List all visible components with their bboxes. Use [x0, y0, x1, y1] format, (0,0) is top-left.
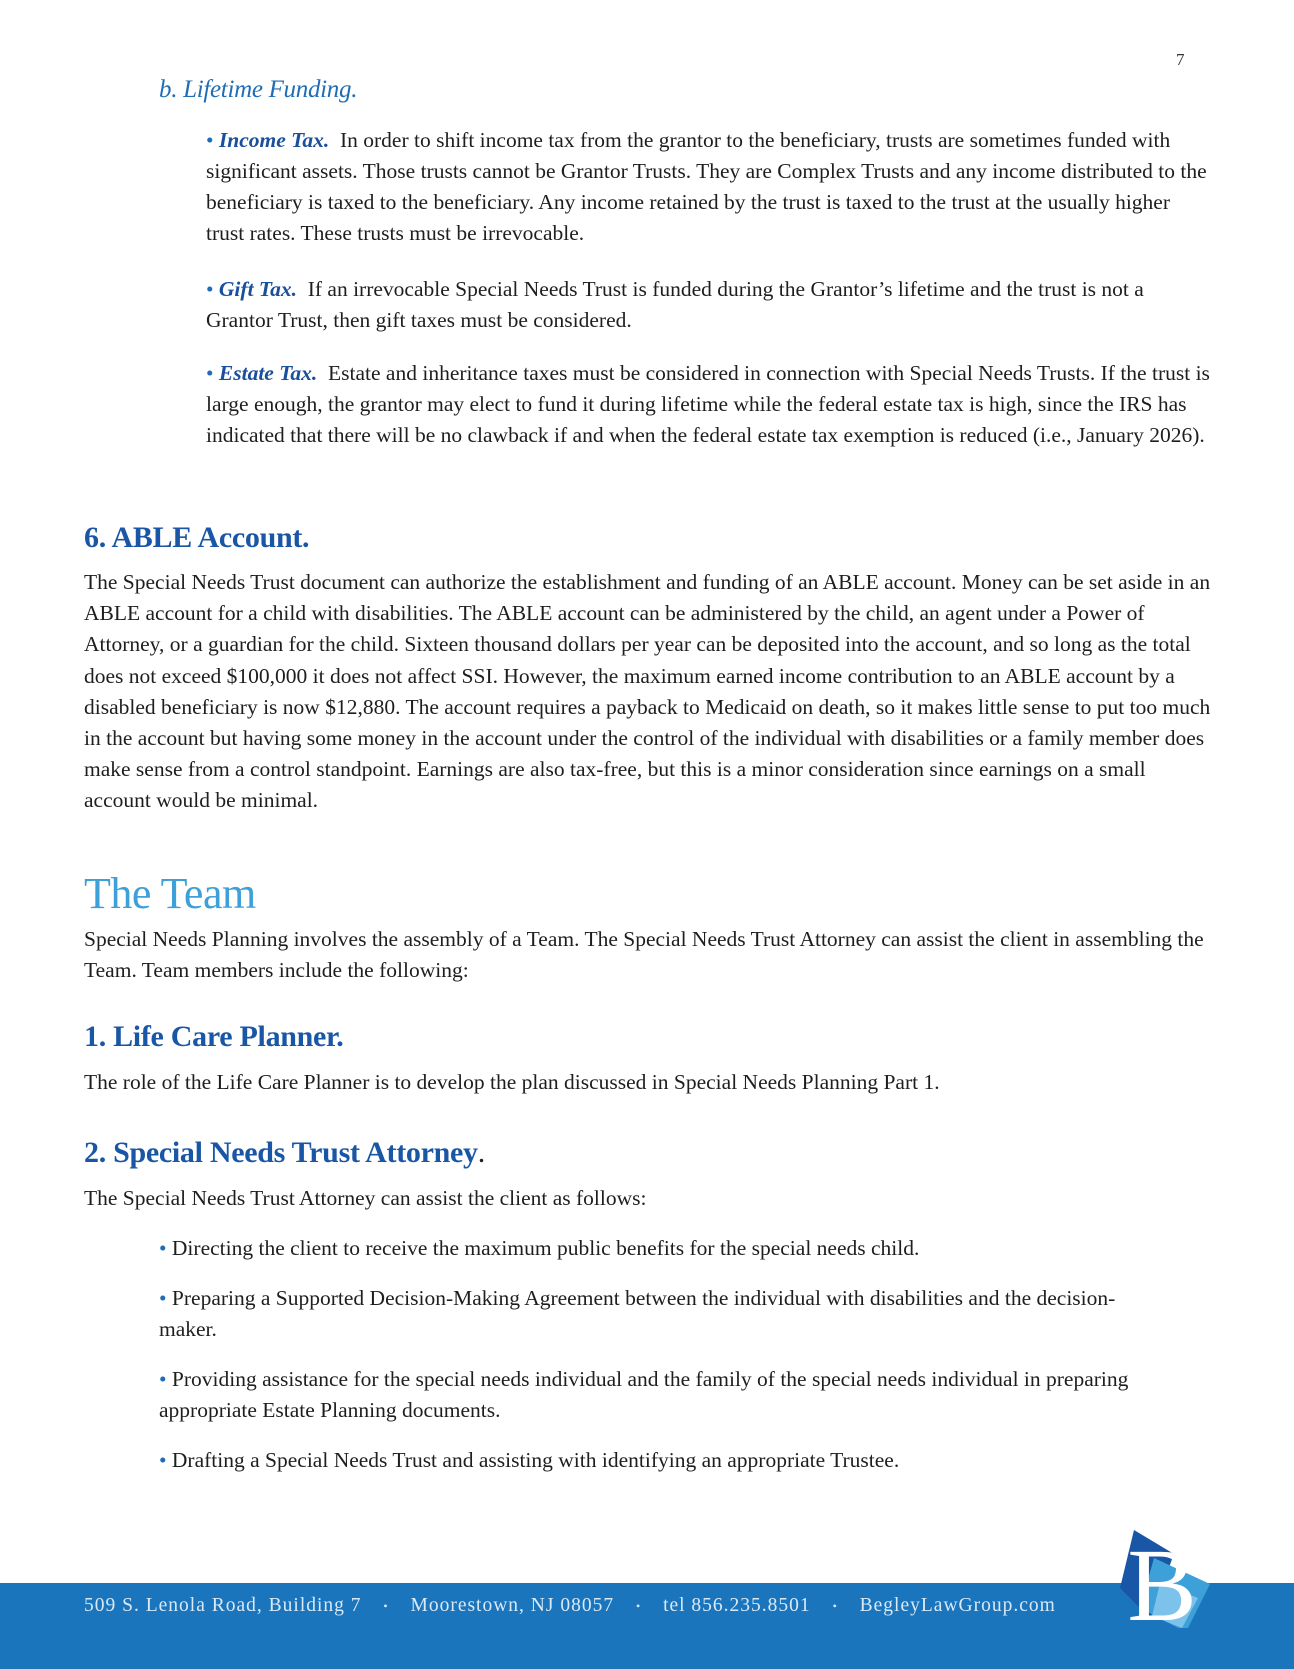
- separator-dot-icon: •: [635, 1599, 642, 1614]
- team-intro: Special Needs Planning involves the assembly of a Team. The Special Needs Trust Attorney can assist the client in assembling the Team. Team members include the following:: [84, 927, 1204, 983]
- attorney-list-item: [159, 1233, 1159, 1264]
- attorney-heading: [84, 1136, 485, 1170]
- attorney-list-item: [159, 1283, 1159, 1345]
- bullet-icon: •: [206, 277, 214, 301]
- separator-dot-icon: •: [832, 1599, 838, 1614]
- svg-text:B: B: [1127, 1528, 1197, 1628]
- bullet-icon: •: [159, 1236, 167, 1260]
- bullet-text: If an irrevocable Special Needs Trust is funded during the Grantor’s lifetime and the trust is not a Grantor Trust, then gift taxes must be considered.: [206, 277, 1144, 332]
- bullet-icon: •: [159, 1367, 167, 1391]
- estate-tax-bullet: [206, 358, 1211, 451]
- page-number: 7: [1176, 50, 1185, 69]
- life-care-planner-heading: 1. Life Care Planner.: [84, 1020, 344, 1053]
- attorney-heading-period: .: [477, 1136, 485, 1169]
- life-care-planner-body: The role of the Life Care Planner is to develop the plan discussed in Special Needs Planning Part 1.: [84, 1070, 940, 1094]
- able-account-body: The Special Needs Trust document can authorize the establishment and funding of an ABLE account. Money can be set aside in an ABLE account for a child with disabilities. The ABLE account can be administered by the child, an agent under a Power of Attorney, or a guardian for the child. Sixteen thousand dollars per year can be deposited into the account, and so long as the total does not exceed $100,000 it does not affect SSI. However, the maximum earned income contribution to an ABLE account by a disabled beneficiary is now $12,880. The account requires a payback to Medicaid on death, so it makes little sense to put too much in the account but having some money in the account under the control of the individual with disabilities or a family member does make sense from a control standpoint. Earnings are also tax-free, but this is a minor consideration since earnings on a small account would be minimal.: [84, 570, 1211, 813]
- begley-logo-icon: [1112, 1528, 1212, 1628]
- bullet-text: Estate and inheritance taxes must be considered in connection with Special Needs Trusts. If the trust is large enough, the grantor may elect to fund it during lifetime while the federal estate tax is high, since the IRS has indicated that there will be no clawback if and when the federal estate tax exemption is reduced (i.e., January 2026).: [206, 361, 1210, 447]
- attorney-list-item: [159, 1445, 1159, 1476]
- bullet-icon: •: [206, 128, 214, 152]
- attorney-heading-text: 2. Special Needs Trust Attorney: [84, 1136, 478, 1169]
- footer-website-link[interactable]: BegleyLawGroup.com: [859, 1595, 1056, 1616]
- footer-address: 509 S. Lenola Road, Building 7: [84, 1595, 362, 1616]
- able-account-heading: 6. ABLE Account.: [84, 521, 310, 554]
- list-item-text: Providing assistance for the special needs individual and the family of the special needs individual in preparing appropriate Estate Planning documents.: [159, 1367, 1129, 1422]
- list-item-text: Directing the client to receive the maximum public benefits for the special needs child.: [171, 1236, 920, 1260]
- team-title: The Team: [84, 869, 256, 918]
- footer-contact: [84, 1595, 1056, 1617]
- income-tax-bullet: [206, 125, 1211, 249]
- separator-dot-icon: •: [383, 1599, 389, 1614]
- bullet-text: In order to shift income tax from the grantor to the beneficiary, trusts are sometimes funded with significant assets. Those trusts cannot be Grantor Trusts. They are Complex Trusts and any income distributed to the beneficiary is taxed to the beneficiary. Any income retained by the trust is taxed to the trust at the usually higher trust rates. These trusts must be irrevocable.: [206, 128, 1207, 245]
- bullet-label: Estate Tax.: [218, 361, 318, 385]
- bullet-icon: •: [206, 361, 214, 385]
- bullet-label: Gift Tax.: [218, 277, 297, 301]
- attorney-list-item: [159, 1364, 1159, 1426]
- list-item-text: Preparing a Supported Decision-Making Agreement between the individual with disabilities and the decision-maker.: [159, 1286, 1116, 1341]
- bullet-icon: •: [159, 1448, 167, 1472]
- attorney-intro: The Special Needs Trust Attorney can assist the client as follows:: [84, 1186, 647, 1210]
- bullet-icon: •: [159, 1286, 167, 1310]
- footer-phone[interactable]: tel 856.235.8501: [663, 1595, 811, 1616]
- footer-city: Moorestown, NJ 08057: [410, 1595, 615, 1616]
- gift-tax-bullet: [206, 274, 1211, 336]
- list-item-text: Drafting a Special Needs Trust and assisting with identifying an appropriate Trustee.: [171, 1448, 900, 1472]
- bullet-label: Income Tax.: [218, 128, 330, 152]
- lifetime-funding-heading: b. Lifetime Funding.: [159, 76, 358, 103]
